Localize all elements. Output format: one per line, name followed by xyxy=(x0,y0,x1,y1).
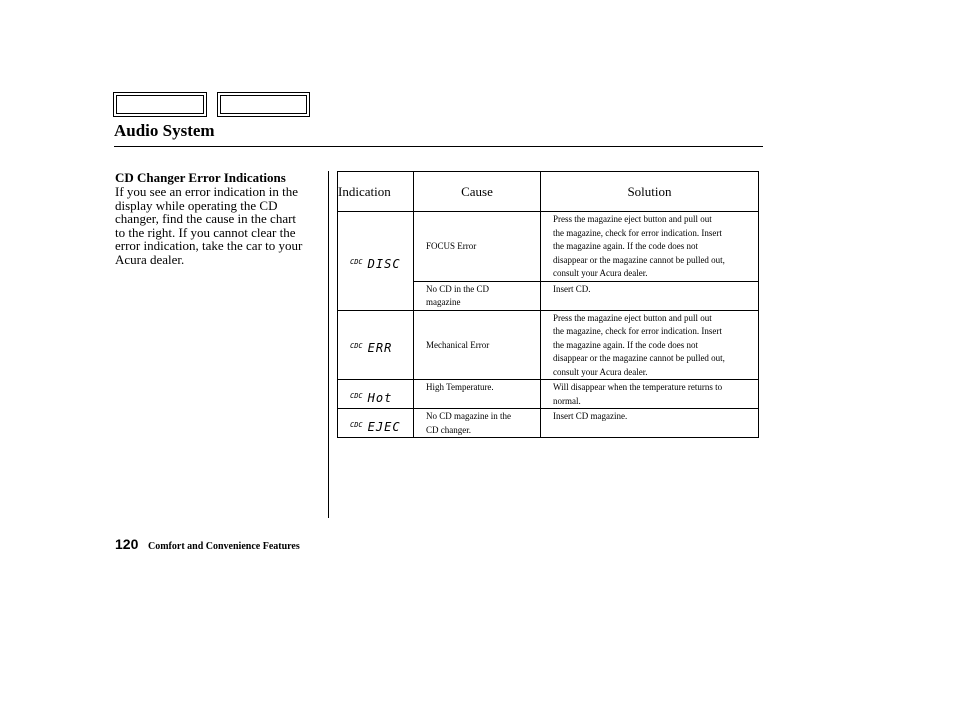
lcd-code-display: CDC EJEC xyxy=(350,419,401,434)
solution-cell: Will disappear when the temperature returns to normal. xyxy=(541,380,759,409)
chapter-title: Comfort and Convenience Features xyxy=(148,541,300,552)
sidebar-heading: CD Changer Error Indications xyxy=(115,170,286,185)
table-row xyxy=(338,212,759,282)
header-cause: Cause xyxy=(414,172,541,212)
sidebar-line: If you see an error indication in the xyxy=(115,184,299,199)
section-title: Audio System xyxy=(114,121,215,140)
lcd-code-display: CDC Hot xyxy=(350,390,393,405)
header-solution: Solution xyxy=(541,172,759,212)
next-page-button[interactable] xyxy=(217,92,310,117)
cause-cell: No CD magazine in the CD changer. xyxy=(414,409,541,438)
cause-cell: No CD in the CD magazine xyxy=(414,281,541,310)
solution-cell: Insert CD magazine. xyxy=(541,409,759,438)
sidebar-line: display while operating the CD xyxy=(115,197,278,213)
table-row xyxy=(338,380,759,409)
table-row xyxy=(338,409,759,438)
title-divider xyxy=(114,146,763,147)
sidebar-line: error indication, take the car to your xyxy=(115,238,303,253)
cause-cell: High Temperature. xyxy=(414,380,541,409)
solution-cell: Insert CD. xyxy=(541,281,759,310)
table-header-row xyxy=(338,172,759,212)
indication-cell xyxy=(338,212,414,311)
column-divider xyxy=(328,171,329,518)
sidebar-line: Acura dealer. xyxy=(115,251,185,267)
indication-cell xyxy=(338,380,414,409)
cause-cell: Mechanical Error xyxy=(414,310,541,380)
sidebar-body xyxy=(115,185,320,266)
sidebar-line: to the right. If you cannot clear the xyxy=(115,224,296,240)
error-indication-table xyxy=(337,171,759,438)
sidebar-text xyxy=(115,171,320,266)
cause-cell: FOCUS Error xyxy=(414,212,541,282)
indication-cell xyxy=(338,310,414,380)
table-row xyxy=(338,310,759,380)
previous-page-button[interactable] xyxy=(113,92,207,117)
header-indication: Indication xyxy=(338,172,414,212)
indication-cell xyxy=(338,409,414,438)
solution-cell: Press the magazine eject button and pull out the magazine, check for error indication. Insert the magazine again. If the code does not disappear or the magazine cannot be pulled out, consult your Acura dealer. xyxy=(541,310,759,380)
sidebar-line: changer, find the cause in the chart xyxy=(115,211,297,226)
lcd-code-display: CDC ERR xyxy=(350,341,393,356)
lcd-code-display: CDC DISC xyxy=(350,257,401,272)
solution-cell: Press the magazine eject button and pull out the magazine, check for error indication. Insert the magazine again. If the code does not disappear or the magazine cannot be pulled out, consult your Acura dealer. xyxy=(541,212,759,282)
page-number: 120 xyxy=(115,536,139,552)
